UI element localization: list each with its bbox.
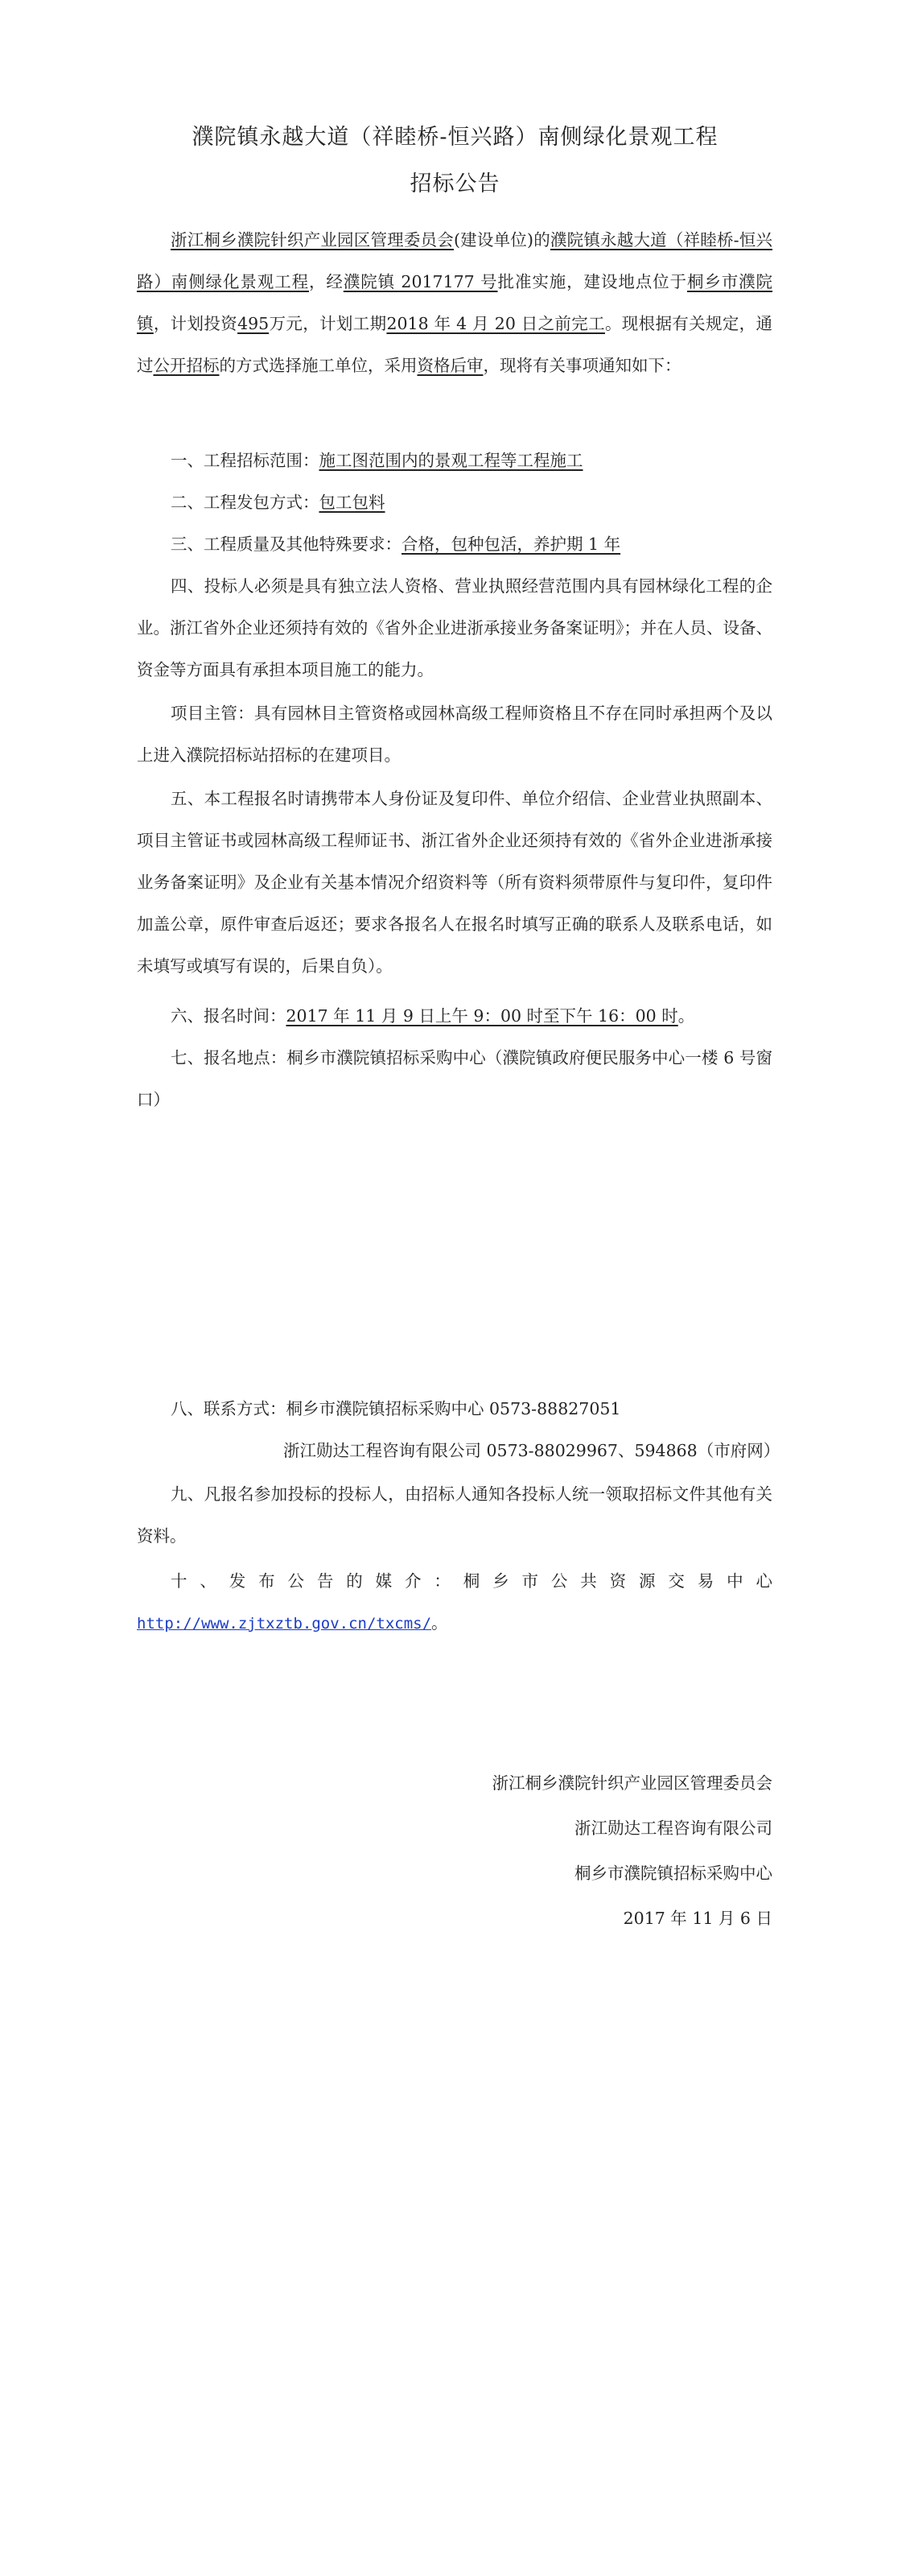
signature-org-procurement: 桐乡市濮院镇招标采购中心 [574, 1864, 772, 1883]
item-project-manager: 项目主管：具有园林目主管资格或园林高级工程师资格且不存在同时承担两个及以上进入濮院招标站招标的在建项目。 [137, 704, 772, 765]
item-bidding-documents: 九、凡报名参加投标的投标人，由招标人通知各投标人统一领取招标文件其他有关资料。 [137, 1484, 772, 1546]
tender-method: 公开招标 [153, 356, 220, 375]
approval-number: 濮院镇 2017177 号 [343, 272, 498, 291]
item-registration-location: 七、报名地点：桐乡市濮院镇招标采购中心（濮院镇政府便民服务中心一楼 6 号窗口） [137, 1048, 772, 1109]
project-name: 濮院镇永越大道（祥睦桥-恒兴路）南侧绿化景观工程 [137, 230, 773, 291]
intro-paragraph: 浙江桐乡濮院针织产业园区管理委员会(建设单位)的濮院镇永越大道（祥睦桥-恒兴路）南侧绿化景观工程，经濮院镇 2017177 号批准实施，建设地点位于桐乡市濮院镇，计划投资495万元，计划工期2018 年 4 月 20 日之前完工。现根据有关规定，通过公开招标的方式选择施工单位，采用资格后审，现将有关事项通知如下： [137, 230, 773, 375]
item-contract-method: 二、工程发包方式：包工包料 [171, 493, 385, 512]
quality-value: 合格，包种包活，养护期 1 年 [401, 535, 621, 554]
signature-org-consultant: 浙江勋达工程咨询有限公司 [574, 1818, 772, 1838]
signature-date: 2017 年 11 月 6 日 [623, 1909, 772, 1928]
item-registration-documents: 五、本工程报名时请携带本人身份证及复印件、单位介绍信、企业营业执照副本、项目主管证书或园林高级工程师证书、浙江省外企业还须持有效的《省外企业进浙承接业务备案证明》及企业有关基本情况介绍资料等（所有资料须带原件与复印件，复印件加盖公章，原件审查后返还；要求各报名人在报名时填写正确的联系人及联系电话，如未填写或填写有误的，后果自负）。 [137, 789, 772, 976]
owner-name: 浙江桐乡濮院针织产业园区管理委员会 [171, 230, 454, 250]
document-subtitle: 招标公告 [410, 171, 500, 196]
item-quality: 三、工程质量及其他特殊要求：合格，包种包活，养护期 1 年 [171, 535, 621, 554]
review-method: 资格后审 [417, 356, 484, 375]
item-registration-time: 六、报名时间：2017 年 11 月 9 日上午 9：00 时至下午 16：00 时。 [171, 1006, 695, 1026]
construction-period: 2018 年 4 月 20 日之前完工 [386, 314, 605, 333]
publication-link-line: http://www.zjtxztb.gov.cn/txcms/。 [137, 1613, 448, 1633]
item-bidder-requirements: 四、投标人必须是具有独立法人资格、营业执照经营范围内具有园林绿化工程的企业。浙江省外企业还须持有效的《省外企业进浙承接业务备案证明》；并在人员、设备、资金等方面具有承担本项目施工的能力。 [137, 576, 772, 679]
project-location: 桐乡市濮院镇 [137, 272, 773, 333]
contract-method-value: 包工包料 [319, 493, 385, 512]
publication-link[interactable]: http://www.zjtxztb.gov.cn/txcms/ [137, 1615, 432, 1633]
item-publication-media: 十、发布公告的媒介：桐乡市公共资源交易中心 [171, 1571, 772, 1591]
investment-amount: 495 [237, 314, 270, 333]
item-contact-line2: 浙江勋达工程咨询有限公司 0573-88029967、594868（市府网） [283, 1441, 780, 1460]
registration-time-value: 2017 年 11 月 9 日上午 9：00 时至下午 16：00 时 [286, 1006, 678, 1026]
document-title: 濮院镇永越大道（祥睦桥-恒兴路）南侧绿化景观工程 [191, 125, 719, 150]
scope-value: 施工图范围内的景观工程等工程施工 [319, 451, 583, 470]
item-contact-line1: 八、联系方式：桐乡市濮院镇招标采购中心 0573-88827051 [171, 1399, 621, 1418]
item-scope: 一、工程招标范围：施工图范围内的景观工程等工程施工 [171, 451, 583, 470]
signature-org-committee: 浙江桐乡濮院针织产业园区管理委员会 [492, 1773, 772, 1793]
